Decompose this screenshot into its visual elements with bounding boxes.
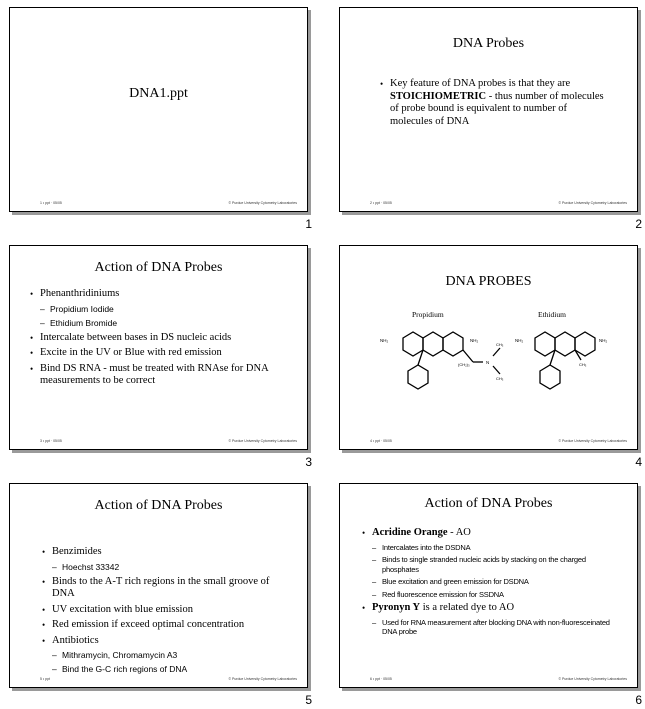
slide-5[interactable] <box>9 483 308 688</box>
slide-footer-left: 2 • ppt · 05/05 <box>370 201 392 205</box>
slide-footer-left: 6 • ppt · 05/05 <box>370 677 392 681</box>
bullet-text: Phenanthridiniums <box>40 288 120 299</box>
bullet-item: • Bind DS RNA - must be treated with RNAse for DNA measurements to be correct <box>30 363 285 388</box>
chem-label-nh2: NH₂ <box>515 338 524 343</box>
slide-number: 6 <box>635 693 642 707</box>
bullet-item: • Excite in the UV or Blue with red emission <box>30 347 285 360</box>
slide-title: Action of DNA Probes <box>94 260 223 275</box>
bullet-item: • Intercalate between bases in DS nucleic acids <box>30 332 285 345</box>
bullet-item: • Binds to the A-T rich regions in the small groove of DNA <box>42 576 287 601</box>
sub-bullet-item: – Intercalates into the DSDNA <box>372 543 617 553</box>
sub-bullet-item: – Blue excitation and green emission for DSDNA <box>372 577 617 587</box>
slide-number: 3 <box>305 455 312 469</box>
slide-footer-right: © Purdue University Cytometry Laboratories <box>558 201 627 205</box>
slide-2[interactable] <box>339 7 638 212</box>
slide-number: 4 <box>635 455 642 469</box>
slide-footer-left: 3 • ppt · 05/05 <box>40 439 62 443</box>
bullet-item <box>362 602 617 615</box>
chem-label-ch2: (CH₂)₃ <box>458 362 470 367</box>
bullet-strong-text: Acridine Orange <box>372 527 448 538</box>
slide-3[interactable] <box>9 245 308 450</box>
sub-bullet-item: – Propidium Iodide <box>40 304 285 315</box>
slide-number: 5 <box>305 693 312 707</box>
slide-footer-right: © Purdue University Cytometry Laboratories <box>228 677 297 681</box>
chem-label-nh2: NH₂ <box>470 338 479 343</box>
slide-4[interactable] <box>339 245 638 450</box>
bullet-item <box>380 78 609 128</box>
slide-footer-left: 1 • ppt · 05/05 <box>40 201 62 205</box>
sub-bullet-item: – Used for RNA measurement after blocking DNA with non-fluoresceinated DNA probe <box>372 618 617 637</box>
chem-label-nh2: NH₂ <box>599 338 608 343</box>
sub-bullet-item: – Binds to single stranded nucleic acids by stacking on the charged phosphates <box>372 555 617 574</box>
chem-label-n: N <box>486 360 490 365</box>
bullet-item: • Antibiotics <box>42 635 287 648</box>
bullet-item: • UV excitation with blue emission <box>42 604 287 617</box>
bullet-strong-text: Pyronyn Y <box>372 602 421 613</box>
sub-bullet-item: – Hoechst 33342 <box>52 562 287 573</box>
ethidium-structure <box>515 326 625 406</box>
slide-number: 2 <box>635 217 642 231</box>
bullet-text: Key feature of DNA probes is that they are <box>390 78 571 89</box>
chem-label-nh2: NH₂ <box>380 338 389 343</box>
bullet-item <box>30 288 285 301</box>
slide-1[interactable] <box>9 7 308 212</box>
bullet-text-cont: - thus number of molecules of probe bound is equivalent to number of molecules of DNA <box>390 90 604 127</box>
slide-number: 1 <box>305 217 312 231</box>
bullet-item: • Red emission if exceed optimal concentration <box>42 619 287 632</box>
slide-title: DNA Probes <box>452 36 525 51</box>
slide-footer-right: © Purdue University Cytometry Laboratories <box>228 201 297 205</box>
ethidium-label: Ethidium <box>538 310 566 319</box>
slide-title: Action of DNA Probes <box>94 498 223 513</box>
slide-footer-right: © Purdue University Cytometry Laboratories <box>228 439 297 443</box>
sub-bullet-item: – Bind the G-C rich regions of DNA <box>52 664 287 675</box>
bullet-strong-text: STOICHIOMETRIC <box>390 90 487 102</box>
sub-bullet-item: – Ethidium Bromide <box>40 318 285 329</box>
presentation-name: DNA1.ppt <box>129 86 188 101</box>
slide-footer-right: © Purdue University Cytometry Laboratories <box>558 677 627 681</box>
bullet-text: - AO <box>447 527 471 538</box>
slide-title: Action of DNA Probes <box>424 496 553 511</box>
slide-footer-left: 5 • ppt <box>40 677 50 681</box>
chem-label-ch3: CH₃ <box>579 362 587 367</box>
propidium-structure <box>378 326 508 406</box>
slide-6[interactable] <box>339 483 638 688</box>
bullet-item: • Benzimides <box>42 546 287 559</box>
sub-bullet-item: – Red fluorescence emission for SSDNA <box>372 590 617 600</box>
sub-bullet-item: – Mithramycin, Chromamycin A3 <box>52 650 287 661</box>
chem-label-ch3: CH₃ <box>496 376 504 381</box>
propidium-label: Propidium <box>412 310 444 319</box>
slide-footer-right: © Purdue University Cytometry Laboratories <box>558 439 627 443</box>
bullet-text: is a related dye to AO <box>420 602 515 613</box>
bullet-item <box>362 527 617 540</box>
chem-label-ch3: CH₃ <box>496 342 504 347</box>
slide-title: DNA PROBES <box>445 274 532 289</box>
slide-footer-left: 4 • ppt · 05/05 <box>370 439 392 443</box>
